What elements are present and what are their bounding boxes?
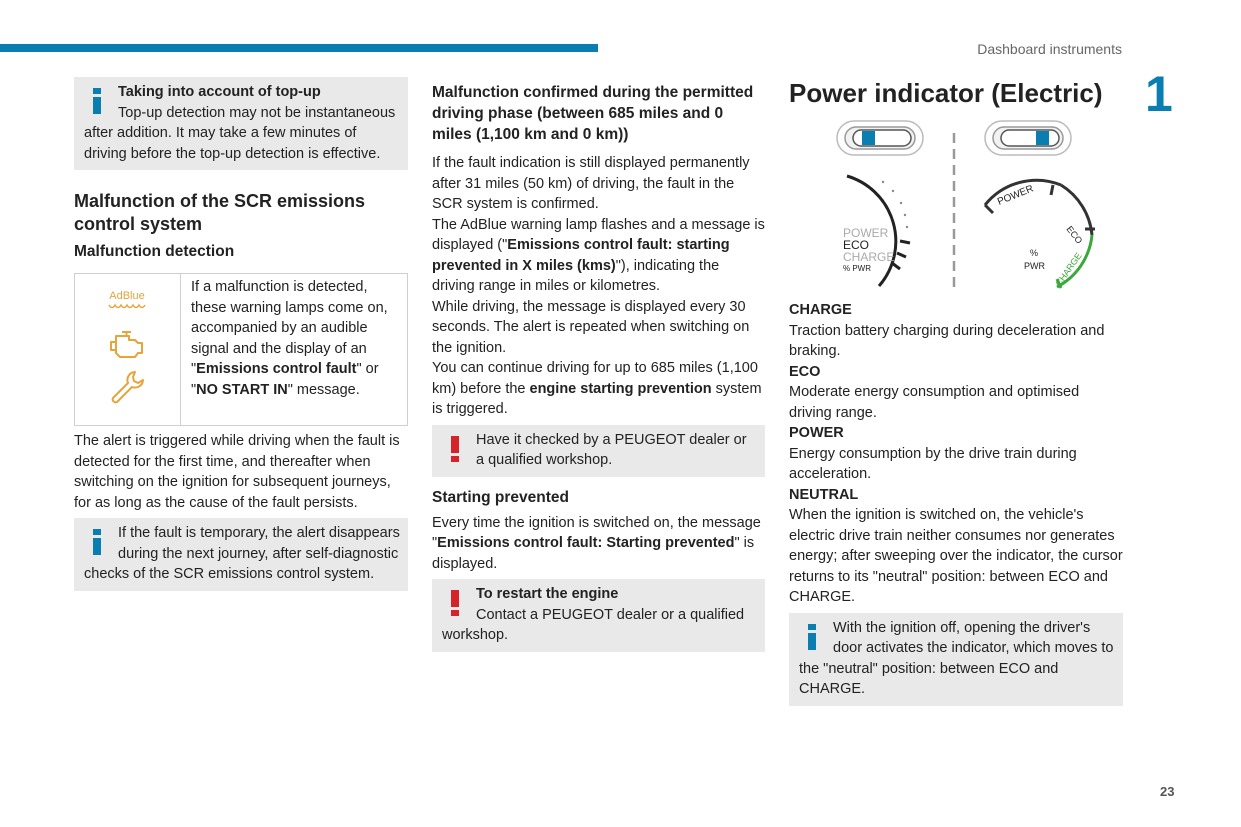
paragraph-fault-confirmed: If the fault indication is still displayed permanently after 31 miles (50 km) of driving, the fault in the SCR system is confirmed. xyxy=(432,155,750,212)
alert-trigger-paragraph: The alert is triggered while driving when the fault is detected for the first time, and thereafter when switching on the ignition for subsequent journeys, for as long as the cause of the fault persists. xyxy=(74,433,400,511)
info-icon xyxy=(801,622,823,652)
warning-lamps-table xyxy=(74,273,408,426)
warning-icon xyxy=(444,588,466,618)
paragraph-message-repeat: While driving, the message is displayed every 30 seconds. The alert is repeated when switching on the ignition. xyxy=(432,298,750,356)
svg-text:CHARGE: CHARGE xyxy=(1053,250,1084,289)
term-eco: ECO xyxy=(789,363,821,380)
term-neutral: NEUTRAL xyxy=(789,486,859,503)
section-heading-scr: Malfunction of the SCR emissions control system xyxy=(74,191,366,234)
svg-text:%: % xyxy=(1030,248,1039,258)
term-power: POWER xyxy=(789,425,844,441)
chapter-number: 1 xyxy=(1145,66,1173,122)
info-icon xyxy=(86,527,108,557)
info-icon xyxy=(86,86,108,116)
warning-icon xyxy=(444,434,466,464)
svg-text:POWER: POWER xyxy=(843,226,889,240)
column-right xyxy=(789,77,1123,706)
warning-lamps-text: If a malfunction is detected, these warning lamps come on, accompanied by an audible signal and the display of an "Emissions control fault" or "NO START IN" message. xyxy=(191,279,388,398)
info-box-temporary-fault xyxy=(74,518,408,591)
desc-charge: Traction battery charging during deceleration and braking. xyxy=(789,322,1105,359)
section-heading-malfunction-confirmed: Malfunction confirmed during the permitted driving phase (between 685 miles and 0 miles (1,100 km and 0 km)) xyxy=(432,84,754,143)
warning-box-text: Have it checked by a PEUGEOT dealer or a qualified workshop. xyxy=(476,431,747,468)
column-left xyxy=(74,77,408,591)
page-number: 23 xyxy=(1160,784,1175,799)
desc-eco: Moderate energy consumption and optimised driving range. xyxy=(789,384,1080,421)
svg-text:POWER: POWER xyxy=(996,183,1036,208)
power-indicator-figure xyxy=(789,119,1123,294)
svg-text:% PWR: % PWR xyxy=(843,264,871,273)
indicator-definitions xyxy=(789,300,1123,608)
wrench-icon xyxy=(107,367,147,407)
svg-text:ECO: ECO xyxy=(1064,224,1085,246)
warning-box-text: Contact a PEUGEOT dealer or a qualified workshop. xyxy=(442,606,745,643)
gauge-left-selector-icon xyxy=(837,121,923,155)
svg-text:PWR: PWR xyxy=(1024,261,1045,271)
header-accent-bar xyxy=(0,44,598,52)
paragraph-starting-prevented: Every time the ignition is switched on, the message "Emissions control fault: Starting prevented" is displayed. xyxy=(432,514,761,572)
svg-text:ECO: ECO xyxy=(843,238,870,252)
gauge-right-selector-icon xyxy=(985,121,1071,155)
desc-neutral: When the ignition is switched on, the vehicle's electric drive train neither consumes nor generates energy; after sweeping over the indicator, the cursor returns to its "neutral" position: between ECO and CHARGE. xyxy=(789,507,1123,605)
adblue-lamp-icon: AdBlue xyxy=(105,290,149,311)
column-middle xyxy=(432,82,765,652)
term-charge: CHARGE xyxy=(789,302,852,318)
page-heading-power-indicator: Power indicator (Electric) xyxy=(789,78,1103,108)
paragraph-driving-range: You can continue driving for up to 685 miles (1,100 km) before the engine starting prevention system is triggered. xyxy=(432,360,762,417)
warning-box-dealer xyxy=(432,425,765,477)
info-box-text: If the fault is temporary, the alert disappears during the next journey, after self-diagnostic checks of the SCR emissions control system. xyxy=(84,525,400,582)
warning-lamps-icons xyxy=(75,274,181,425)
warning-box-title: To restart the engine xyxy=(476,586,619,602)
info-box-title: Taking into account of top-up xyxy=(118,84,321,100)
info-box-ignition-off xyxy=(789,613,1123,706)
desc-power: Energy consumption by the drive train during acceleration. xyxy=(789,445,1077,482)
info-box-text: With the ignition off, opening the driver's door activates the indicator, which moves to the "neutral" position: between ECO and CHARGE. xyxy=(799,619,1114,697)
warning-box-restart xyxy=(432,579,765,652)
info-box-text: Top-up detection may not be instantaneous after addition. It may take a few minutes of driving before the top-up detection is effective. xyxy=(84,104,396,162)
paragraph-adblue-flashes: The AdBlue warning lamp flashes and a message is displayed ("Emissions control fault: starting prevented in X miles (kms)"), indicating the driving range in miles or kilometres. xyxy=(432,216,765,294)
subheading-malfunction-detection: Malfunction detection xyxy=(74,243,235,260)
section-title: Dashboard instruments xyxy=(977,41,1122,57)
svg-text:CHARGE: CHARGE xyxy=(843,250,895,264)
subheading-starting-prevented: Starting prevented xyxy=(432,488,569,506)
info-box-topup xyxy=(74,77,408,170)
engine-fault-icon xyxy=(107,328,147,360)
